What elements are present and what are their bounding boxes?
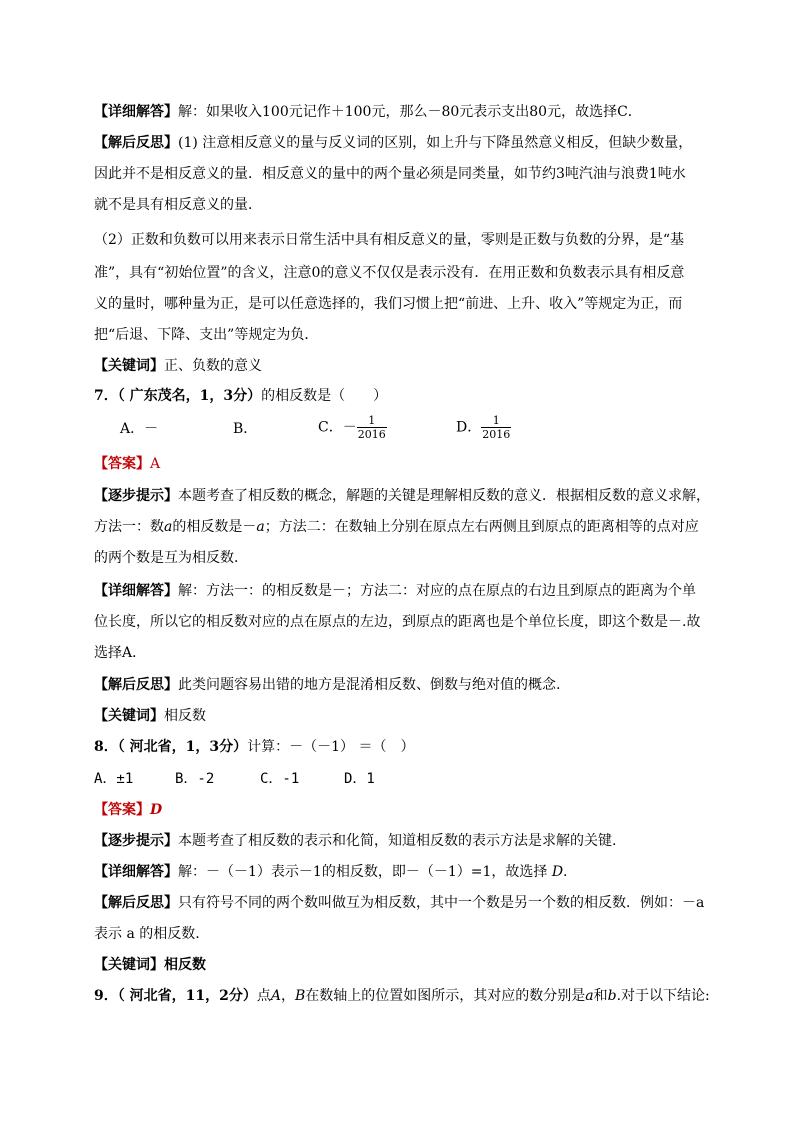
section-tag: 【关键词】: [94, 708, 164, 724]
option-c: C．-1: [260, 771, 300, 787]
detail-answer-line: [94, 102, 642, 122]
reflection-text: 义的量时，哪种量为正，是可以任意选择的，我们习惯上把“前进、上升、收入”等规定为正，而: [94, 296, 683, 312]
fraction: [481, 414, 511, 441]
question-text: 点: [256, 988, 271, 1004]
question-text: 和: [593, 988, 608, 1004]
answer-line: [94, 800, 162, 820]
detail-text: 位长度，所以它的相反数对应的点在原点的左边，到原点的距离也是个单位长度，即这个数是－.故: [94, 614, 701, 630]
option-d: [456, 414, 511, 441]
question-text: 计算：－（－1） ＝（ ）: [247, 739, 415, 755]
hint-text: ；方法二：在数轴上分别在原点左右两侧且到原点的距离相等的点对应: [264, 519, 699, 535]
reflection-line-2: [94, 164, 686, 184]
option-a: A．－: [120, 421, 159, 437]
hint-line: [94, 831, 616, 851]
question-text: 在数轴上的位置如图所示，其对应的数分别是: [305, 988, 586, 1004]
section-tag: 【解后反思】: [94, 895, 178, 911]
variable-a: a: [164, 519, 173, 535]
answer-tag: 【答案】: [94, 456, 150, 472]
point-a: A: [270, 988, 281, 1004]
reflection-line-1: [94, 893, 704, 913]
question-text: .对于以下结论:: [616, 988, 710, 1004]
hint-text: 本题考查了相反数的概念，解题的关键是理解相反数的意义．根据相反数的意义求解，: [178, 488, 710, 504]
question-source: （ 广东茂名，1，3分）: [117, 388, 262, 404]
answer-value: A: [150, 456, 161, 472]
option-d: D．1: [344, 771, 375, 787]
detail-text: 解：方法一：的相反数是－；方法二：对应的点在原点的右边且到原点的距离为个单: [178, 583, 696, 599]
option-b: B．: [233, 421, 258, 437]
question-number: 8．: [94, 739, 118, 755]
section-tag: 【详细解答】: [94, 864, 178, 880]
fraction-denominator: 2016: [482, 428, 511, 441]
question-number: 9．: [94, 988, 118, 1004]
fraction: [357, 414, 387, 441]
reflection-line-2: [94, 924, 200, 944]
question-source: （ 河北省，11，2分）: [117, 988, 257, 1004]
question-text: 的相反数是（ ）: [261, 388, 388, 404]
reflection-2-line-3: [94, 294, 682, 314]
point-b: B: [294, 988, 306, 1004]
keyword-line: [94, 706, 206, 726]
hint-text: 本题考查了相反数的表示和化简，知道相反数的表示方法是求解的关键.: [178, 833, 617, 849]
hint-text: 的两个数是互为相反数．: [94, 550, 248, 566]
section-tag: 【逐步提示】: [94, 488, 178, 504]
option-c-label: C．－: [318, 419, 357, 436]
reflection-2-line-4: [94, 325, 318, 345]
reflection-text: 把“后退、下降、支出”等规定为负．: [94, 327, 319, 343]
question-number: 7．: [94, 388, 118, 404]
question-9: [94, 986, 710, 1006]
question-text: ，: [280, 988, 295, 1004]
option-a: A．±1: [94, 771, 134, 787]
reflection-text: 只有符号不同的两个数叫做互为相反数，其中一个数是另一个数的相反数．例如：－a: [178, 895, 705, 911]
reflection-text: 因此并不是相反意义的量．相反意义的量中的两个量必须是同类量，如节约3吨汽油与浪费1吨水: [94, 166, 686, 182]
variable-b: b: [607, 988, 617, 1004]
keyword-line: [94, 955, 206, 975]
option-b: B．-2: [175, 771, 215, 787]
reflection-line-1: [94, 133, 692, 153]
reflection-text: 表示 a 的相反数.: [94, 926, 200, 942]
reflection-text: （2）正数和负数可以用来表示日常生活中具有相反意义的量，零则是正数与负数的分界，是“基: [94, 232, 685, 248]
question-7: [94, 386, 387, 406]
detail-line: [94, 862, 568, 882]
section-tag: 【解后反思】: [94, 677, 178, 693]
reflection-2-line-2: [94, 263, 684, 283]
keyword-text: 相反数: [164, 957, 206, 973]
section-tag: 【关键词】: [94, 957, 164, 973]
answer-line: [94, 454, 160, 474]
option-d-label: D．: [456, 419, 482, 436]
detail-answer-value: D: [551, 864, 564, 880]
fraction-denominator: 2016: [357, 428, 386, 441]
keyword-text: 相反数: [164, 708, 206, 724]
hint-line-1: [94, 486, 710, 506]
reflection-text: 准”，具有“初始位置”的含义，注意0的意义不仅仅是表示没有．在用正数和负数表示具有相反意: [94, 265, 685, 281]
fraction-numerator: 1: [368, 414, 376, 427]
reflection-text: 就不是具有相反意义的量．: [94, 197, 262, 213]
reflection-2-line-1: [94, 230, 684, 250]
section-tag: 【详细解答】: [94, 583, 178, 599]
question-source: （ 河北省，1，3分）: [117, 739, 248, 755]
detail-text: .: [563, 864, 568, 880]
variable-a: a: [256, 519, 265, 535]
detail-text: 解：－（－1）表示－1的相反数，即－（－1）=1，故选择: [178, 864, 552, 880]
detail-line-3: [94, 643, 146, 663]
answer-value: D: [150, 802, 163, 818]
hint-line-2: [94, 517, 699, 537]
hint-text: 方法一：数: [94, 519, 164, 535]
keyword-text: 正、负数的意义: [164, 358, 262, 374]
detail-text: 选择A．: [94, 645, 147, 661]
section-tag: 【关键词】: [94, 358, 164, 374]
section-tag: 【解后反思】: [94, 135, 178, 151]
detail-line-1: [94, 581, 696, 601]
reflection-line-3: [94, 195, 262, 215]
reflection-text: 此类问题容易出错的地方是混淆相反数、倒数与绝对值的概念.: [178, 677, 561, 693]
option-c: [318, 414, 387, 441]
hint-text: 的相反数是－: [172, 519, 257, 535]
question-8: [94, 737, 414, 757]
keyword-line: [94, 356, 262, 376]
reflection-line: [94, 675, 560, 695]
section-tag: 【详细解答】: [94, 104, 178, 120]
section-tag: 【逐步提示】: [94, 833, 178, 849]
answer-tag: 【答案】: [94, 802, 150, 818]
detail-text: 解：如果收入100元记作＋100元，那么－80元表示支出80元，故选择C．: [178, 104, 642, 120]
fraction-numerator: 1: [492, 414, 500, 427]
reflection-text: (1) 注意相反意义的量与反义词的区别，如上升与下降虽然意义相反，但缺少数量，: [178, 135, 693, 151]
variable-a: a: [585, 988, 594, 1004]
detail-line-2: [94, 612, 700, 632]
hint-line-3: [94, 548, 248, 568]
